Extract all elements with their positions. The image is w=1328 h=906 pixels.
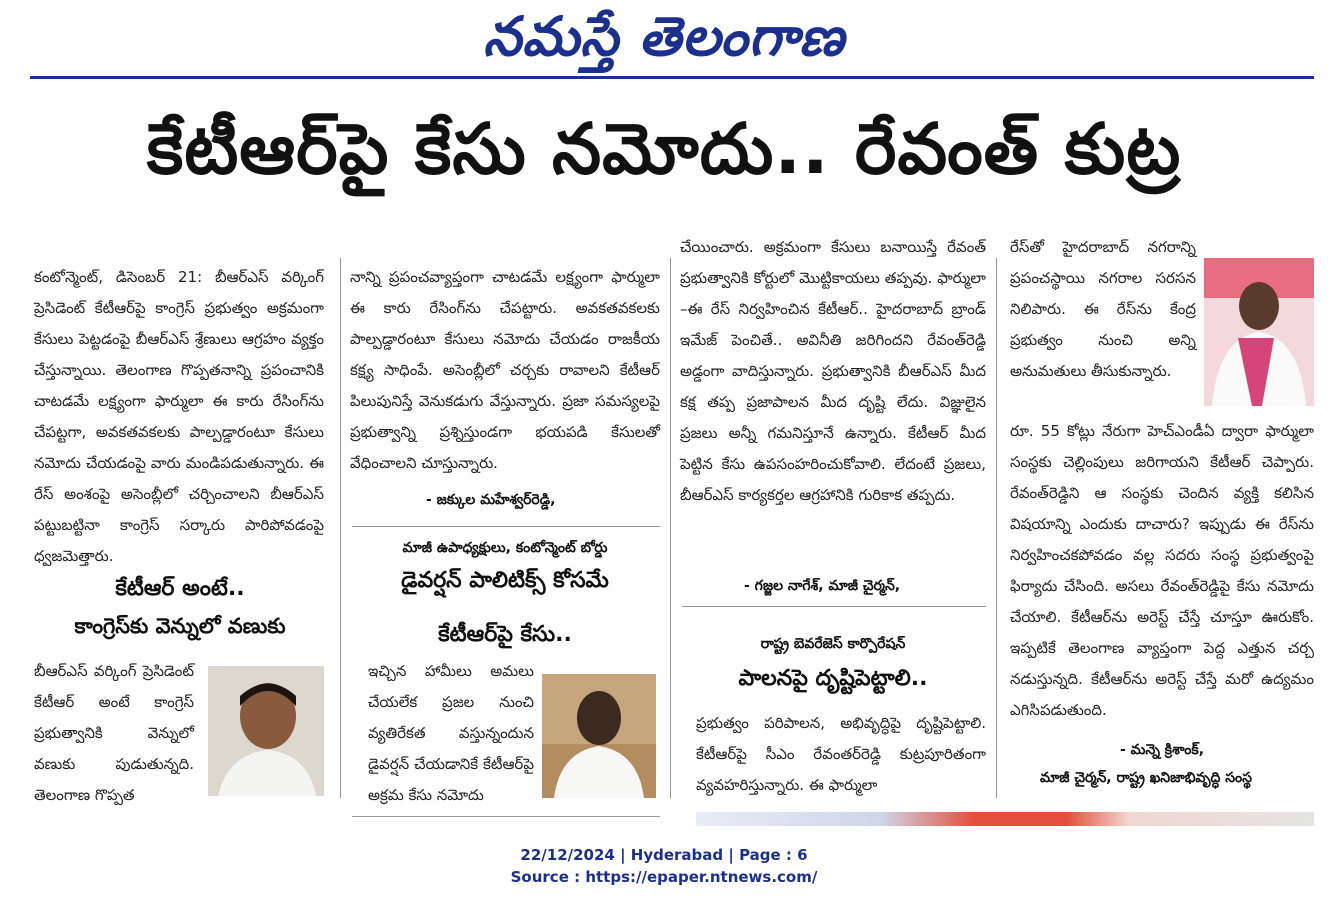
column-3-paragraph-2: ప్రభుత్వం పరిపాలన, అభివృద్ధిపై దృష్టిపెట్టాలి. కేటీఆర్‌పై సీఎం రేవంతర్‌రెడ్డి కుట్రపూరితంగా వ్యవహరిస్తున్నారు. ఈ ఫార్ములా [696,714,986,794]
column-divider-2 [670,258,671,798]
column-divider-3 [996,258,997,798]
headline: కేటీఆర్‌పై కేసు నమోదు.. రేవంత్ కుట్ర [146,108,1182,190]
portrait-photo-2 [542,674,656,798]
column-4-byline-name: - మన్నె క్రిశాంక్, [1120,742,1205,758]
next-article-strip [696,812,1314,826]
column-3-divider [682,606,986,607]
column-4-body [1010,416,1314,726]
column-3-subheading: పాలనపై దృష్టిపెట్టాలి.. [738,666,928,691]
column-2-body-2 [368,656,534,811]
column-2-body [350,262,660,479]
masthead-rule [30,76,1314,79]
column-2-kicker: మాజీ ఉపాధ్యక్షులు, కంటోన్మెంట్ బోర్డు [402,540,608,556]
column-1-paragraph: కంటోన్మెంట్, డిసెంబర్ 21: బీఆర్ఎస్ వర్కింగ్ ప్రెసిడెంట్ కేటీఆర్‌పై కాంగ్రెస్ ప్రభుత్వం అక్రమంగా కేసులు పెట్టడంపై బీఆర్ఎస్ శ్రేణులు ఆగ్రహం వ్యక్తం చేస్తున్నాయి. తెలంగాణ గొప్పతనాన్ని ప్రపంచానికి చాటడమే లక్ష్యంగా ఫార్ములా ఈ కారు రేసింగ్‌ను చేపట్టగా, అవకతవకలకు పాల్పడ్డారంటూ కేసులు నమోదు చేయడంపై వారు మండిపడుతున్నారు. ఈ రేస్ అంశంపై అసెంబ్లీలో చర్చించాలని బీఆర్ఎస్ పట్టుబట్టినా కాంగ్రెస్ సర్కారు పారిపోవడంపై ధ్వజమెత్తారు. [34,268,324,565]
column-2-bottom-rule [352,816,660,817]
column-divider-1 [340,258,341,798]
column-4-paragraph: రూ. 55 కోట్లు నేరుగా హెచ్ఎండీఏ ద్వారా ఫార్ములా సంస్థకు చెల్లింపులు జరిగాయని కేటీఆర్ చెప్పారు. రేవంత్‌రెడ్డిని ఆ సంస్థకు చెందిన వ్యక్తి కలిసిన విషయాన్ని ఎందుకు దాచారు? ఇప్పుడు ఈ రేస్‌ను నిర్వహించకపోవడం వల్ల సదరు సంస్థ ప్రభుత్వంపై ఫిర్యాదు చేసింది. అసలు రేవంత్‌రెడ్డిపై కేసు నమోదు చేయాలి. కేటీఆర్‌ను అరెస్ట్ చేస్తే చూస్తూ ఊరుకోం. ఇప్పటికే తెలంగాణ వ్యాప్తంగా పెద్ద ఎత్తున చర్చ నడుస్తున్నది. కేటీఆర్‌ను అరెస్ట్ చేస్తే మరో ఉద్యమం ఎగిసిపడుతుంది. [1010,422,1314,719]
column-3-paragraph: చేయించారు. అక్రమంగా కేసులు బనాయిస్తే రేవంత్ ప్రభుత్వానికి కోర్టులో మొట్టికాయలు తప్పవు. ఫార్ములా –ఈ రేస్ నిర్వహించిన కేటీఆర్.. హైదరాబాద్ బ్రాండ్ ఇమేజ్ పెంచితే.. అవినీతి జరిగిందని రేవంత్‌రెడ్డి అడ్డంగా వాదిస్తున్నారు. ప్రభుత్వానికి బీఆర్ఎస్ మీద కక్ష తప్ప ప్రజాపాలన మీద దృష్టి లేదు. విజ్ఞులైన ప్రజలు అన్నీ గమనిస్తూనే ఉన్నారు. కేటీఆర్ మీద పెట్టిన కేసు ఉపసంహరించుకోవాలి. లేదంటే ప్రజలు, బీఆర్ఎస్ కార్యకర్తల ఆగ్రహానికి గురికాక తప్పదు. [680,238,986,504]
column-1-paragraph-2: బీఆర్ఎస్ వర్కింగ్ ప్రెసిడెంట్ కేటీఆర్ అంటే కాంగ్రెస్ ప్రభుత్వానికి వెన్నులో వణుకు పుడుతున్నది. తెలంగాణ గొప్పత [34,662,194,804]
column-3-body-2 [696,708,986,801]
column-2-paragraph: నాన్ని ప్రపంచవ్యాప్తంగా చాటడమే లక్ష్యంగా ఫార్ములా ఈ కారు రేసింగ్‌ను చేపట్టారు. అవకతవకలకు పాల్పడ్డారంటూ కేసులు నమోదు చేయడం రాజకీయ కక్ష్య సాధింపే. అసెంబ్లీలో చర్చకు రావాలని కేటీఆర్ పిలుపునిస్తే వెనుకడుగు వేస్తున్నారు. ప్రజా సమస్యలపై ప్రభుత్వాన్ని ప్రశ్నిస్తుండగా భయపడి కేసులతో వేధించాలని చూస్తున్నారు. [350,268,660,472]
column-1-body [34,262,324,572]
column-3-body [680,232,986,511]
footer-source-line: Source : https://epaper.ntnews.com/ [510,868,818,886]
column-4-byline-title: మాజీ చైర్మన్, రాష్ట్ర ఖనిజాభివృద్ధి సంస్థ [1040,770,1252,786]
column-3-byline: - గజ్జల నాగేశ్, మాజీ చైర్మన్, [744,578,901,594]
column-2-subheading-1: డైవర్షన్ పాలిటిక్స్ కోసమే [401,568,609,593]
column-1-subheading-1: కేటీఆర్ అంటే.. [115,576,245,601]
column-1-body-2 [34,656,194,811]
column-1-subheading-2: కాంగ్రెస్‌కు వెన్నులో వణుకు [74,614,286,638]
column-2-paragraph-2: ఇచ్చిన హామీలు అమలు చేయలేక ప్రజల నుంచి వ్యతిరేకత వస్తున్నందున డైవర్షన్ చేయడానికే కేటీఆర్‌పై అక్రమ కేసు నమోదు [368,662,534,804]
column-2-byline: - జక్కుల మహేశ్వర్‌రెడ్డి, [426,492,556,508]
portrait-photo-1 [208,666,324,796]
column-2-divider [352,526,660,527]
portrait-photo-3 [1204,258,1314,406]
column-4-paragraph-top: రేస్‌తో హైదరాబాద్ నగరాన్ని ప్రపంచస్థాయి నగరాల సరసన నిలిపారు. ఈ రేస్‌ను కేంద్ర ప్రభుత్వం నుంచి అన్ని అనుమతులు తీసుకున్నారు. [1010,238,1196,380]
masthead-logo: నమస్తే తెలంగాణ [483,4,845,68]
column-4-body-top [1010,232,1196,387]
footer-date-line: 22/12/2024 | Hyderabad | Page : 6 [520,846,808,864]
column-2-subheading-2: కేటీఆర్‌పై కేసు.. [438,622,572,647]
column-3-kicker: రాష్ట్ర బెవరేజెస్ కార్పొరేషన్ [760,636,906,652]
